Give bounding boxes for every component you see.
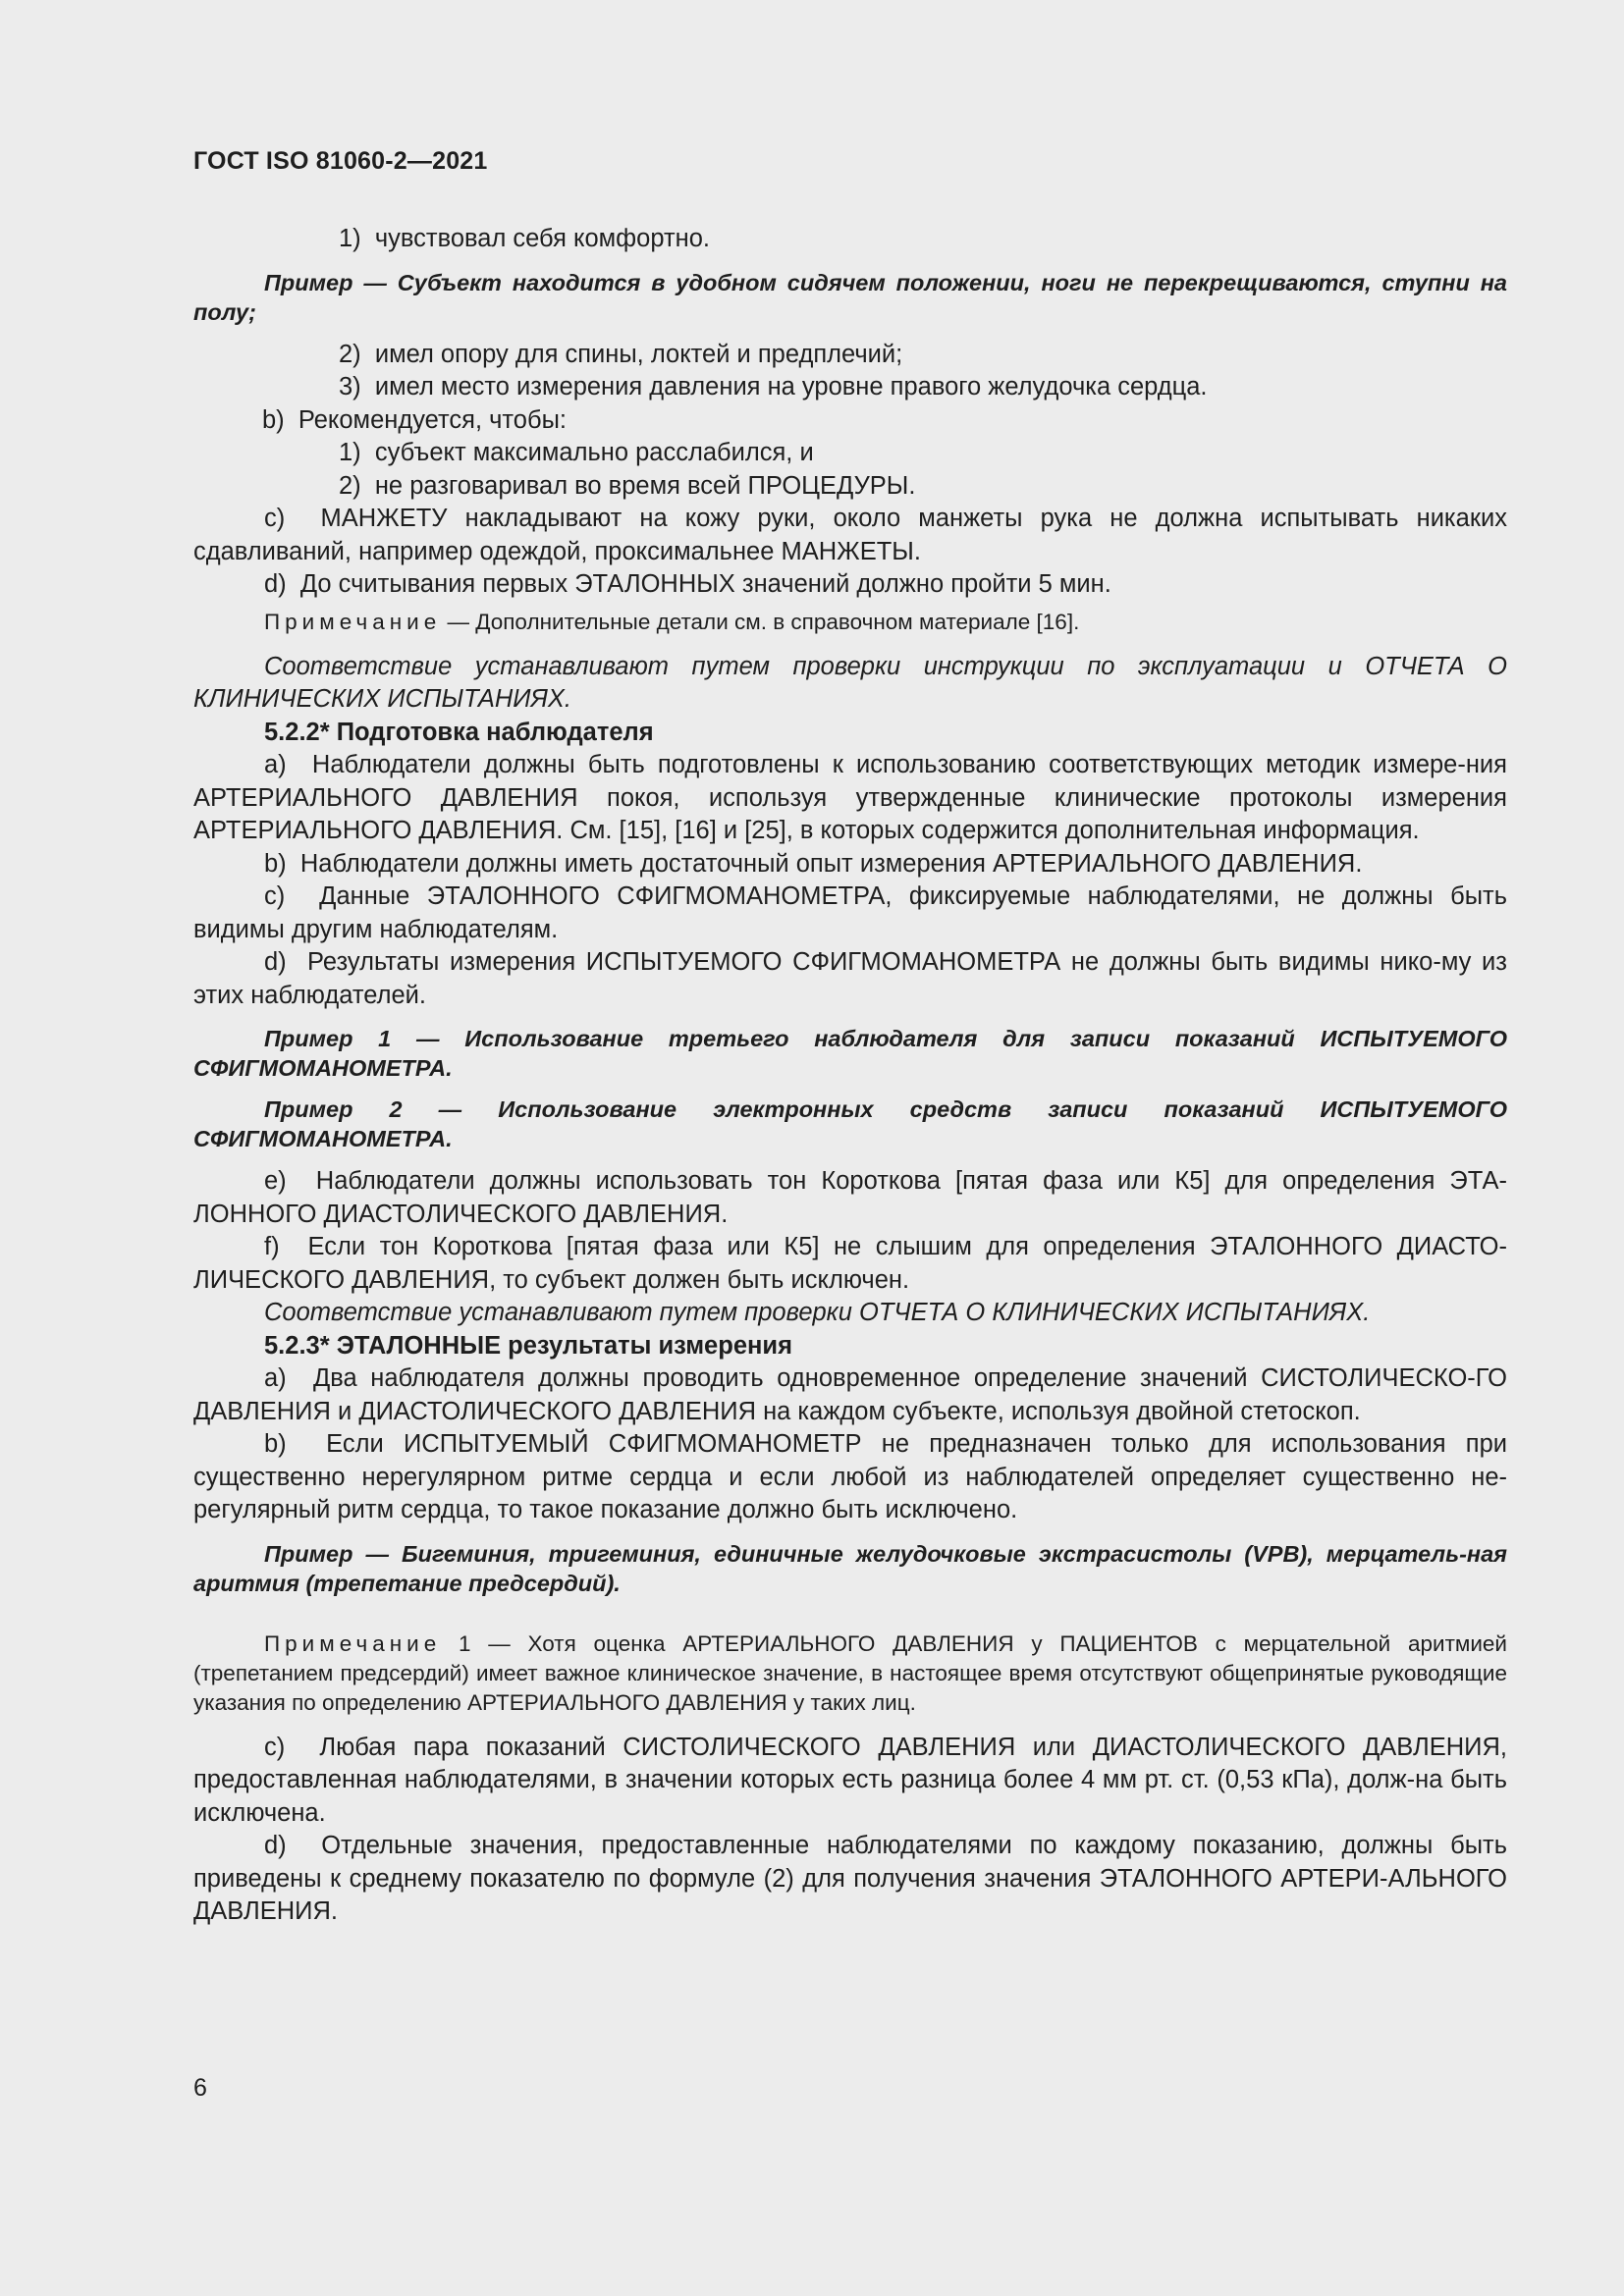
example-text: Пример 1 — Использование третьего наблюдателя для записи показаний ИСПЫТУЕМОГО СФИГМОМАНОМЕТРА. [193, 1026, 1507, 1081]
document-header: ГОСТ ISO 81060-2—2021 [193, 147, 488, 175]
compliance-text: Соответствие устанавливают путем проверки инструкции по эксплуатации и ОТЧЕТА О КЛИНИЧЕСКИХ ИСПЫТАНИЯХ. [193, 652, 1507, 713]
section-heading: 5.2.2* Подготовка наблюдателя [264, 718, 654, 746]
example-text: Пример — Субъект находится в удобном сидячем положении, ноги не перекрещиваются, ступни на полу; [193, 269, 1507, 325]
paragraph: c) Данные ЭТАЛОННОГО СФИГМОМАНОМЕТРА, фиксируемые наблюдателями, не должны быть видимы другим наблюдателям. [193, 882, 1507, 943]
paragraph: d) Отдельные значения, предоставленные наблюдателями по каждому показанию, должны быть приведены к среднему показателю по формуле (2) для получения значения ЭТАЛОННОГО АРТЕРИ-АЛЬНОГО ДАВЛЕНИЯ. [193, 1832, 1507, 1925]
list-item: b) Рекомендуется, чтобы: [262, 405, 568, 434]
note-text: — Дополнительные детали см. в справочном материале [16]. [441, 609, 1080, 634]
compliance-text: Соответствие устанавливают путем проверки ОТЧЕТА О КЛИНИЧЕСКИХ ИСПЫТАНИЯХ. [264, 1299, 1371, 1326]
list-item: 3) имел место измерения давления на уровне правого желудочка сердца. [339, 373, 1208, 400]
paragraph: c) МАНЖЕТУ накладывают на кожу руки, около манжеты рука не должна испытывать никаких сдавливаний, например одеждой, проксимальнее МАНЖЕТЫ. [193, 505, 1507, 565]
paragraph: c) Любая пара показаний СИСТОЛИЧЕСКОГО ДАВЛЕНИЯ или ДИАСТОЛИЧЕСКОГО ДАВЛЕНИЯ, предоставленная наблюдателями, в значении которых есть разница более 4 мм рт. ст. (0,53 кПа), долж-на быть исключена. [193, 1733, 1507, 1827]
page-number: 6 [193, 2074, 207, 2102]
section-heading: 5.2.3* ЭТАЛОННЫЕ результаты измерения [264, 1331, 792, 1360]
paragraph: e) Наблюдатели должны использовать тон Короткова [пятая фаза или К5] для определения ЭТА-ЛОННОГО ДИАСТОЛИЧЕСКОГО ДАВЛЕНИЯ. [193, 1167, 1507, 1228]
note-label: Примечание [264, 609, 442, 634]
list-item: 1) чувствовал себя комфортно. [339, 225, 710, 252]
list-item: 2) не разговаривал во время всей ПРОЦЕДУРЫ. [339, 471, 916, 500]
paragraph: f) Если тон Короткова [пятая фаза или К5] не слышим для определения ЭТАЛОННОГО ДИАСТО-ЛИЧЕСКОГО ДАВЛЕНИЯ, то субъект должен быть исключен. [193, 1233, 1507, 1294]
paragraph: a) Два наблюдателя должны проводить одновременное определение значений СИСТОЛИЧЕСКО-ГО ДАВЛЕНИЯ и ДИАСТОЛИЧЕСКОГО ДАВЛЕНИЯ на каждом субъекте, используя двойной стетоскоп. [193, 1364, 1507, 1425]
list-item: 2) имел опору для спины, локтей и предплечий; [339, 340, 903, 368]
paragraph: b) Наблюдатели должны иметь достаточный опыт измерения АРТЕРИАЛЬНОГО ДАВЛЕНИЯ. [264, 849, 1363, 878]
example-text: Пример — Бигеминия, тригеминия, единичные желудочковые экстрасистолы (VPB), мерцатель-ная аритмия (трепетание предсердий). [193, 1540, 1507, 1596]
example-text: Пример 2 — Использование электронных средств записи показаний ИСПЫТУЕМОГО СФИГМОМАНОМЕТРА. [193, 1096, 1507, 1151]
list-item: 1) субъект максимально расслабился, и [339, 439, 814, 466]
page-body [193, 223, 1507, 1929]
paragraph: d) Результаты измерения ИСПЫТУЕМОГО СФИГМОМАНОМЕТРА не должны быть видимы нико-му из этих наблюдателей. [193, 948, 1507, 1009]
paragraph: b) Если ИСПЫТУЕМЫЙ СФИГМОМАНОМЕТР не предназначен только для использования при существенно нерегулярном ритме сердца и если любой из наблюдателей определяет существенно не-регулярный ритм сердца, то такое показание должно быть исключено. [193, 1430, 1507, 1523]
note [193, 1629, 1507, 1718]
note-label: Примечание [264, 1630, 442, 1656]
note-text: 1 — Хотя оценка АРТЕРИАЛЬНОГО ДАВЛЕНИЯ у ПАЦИЕНТОВ с мерцательной аритмией (трепетанием предсердий) имеет важное клиническое значение, в настоящее время отсутствуют общепринятые руководящие указания по определению АРТЕРИАЛЬНОГО ДАВЛЕНИЯ у таких лиц. [193, 1630, 1507, 1715]
paragraph: a) Наблюдатели должны быть подготовлены к использованию соответствующих методик измере-ния АРТЕРИАЛЬНОГО ДАВЛЕНИЯ покоя, используя утвержденные клинические протоколы измерения АРТЕРИАЛЬНОГО ДАВЛЕНИЯ. См. [15], [16] и [25], в которых содержится дополнительная информация. [193, 751, 1507, 844]
paragraph: d) До считывания первых ЭТАЛОННЫХ значений должно пройти 5 мин. [264, 570, 1111, 598]
note [193, 608, 1507, 637]
